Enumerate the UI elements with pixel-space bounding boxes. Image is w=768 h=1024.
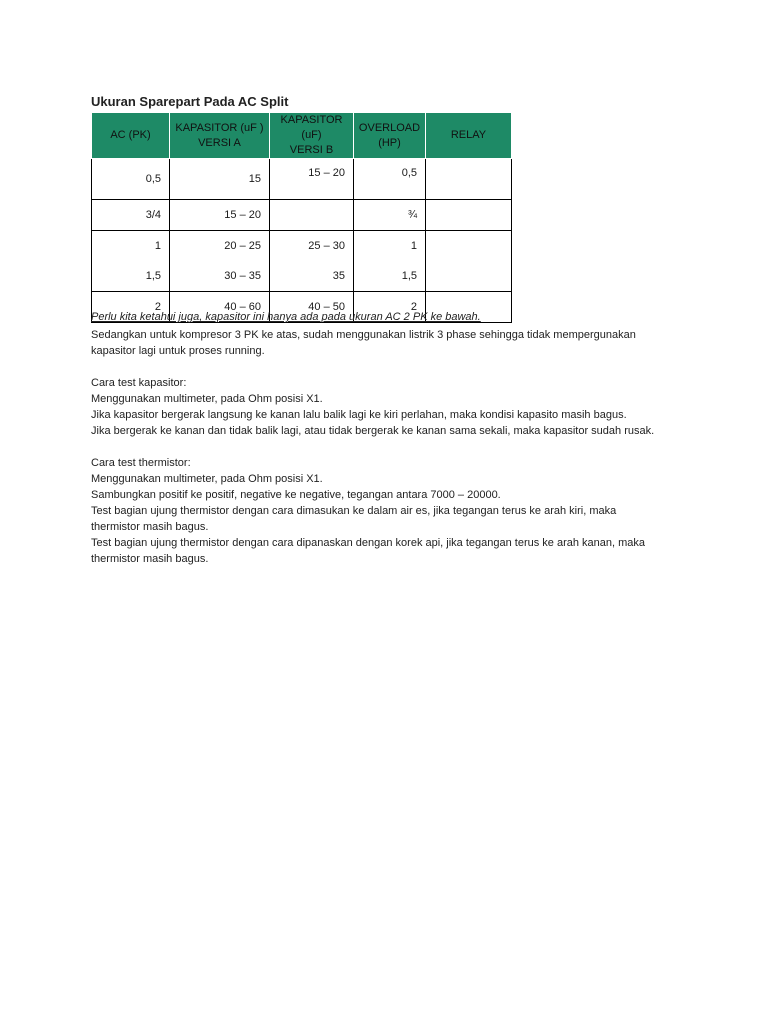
paragraph-line: thermistor masih bagus. bbox=[91, 553, 209, 565]
cell-overload: 0,5 bbox=[354, 159, 426, 200]
table-header-row bbox=[92, 113, 512, 159]
cell-ac-pk: 2 bbox=[92, 292, 170, 323]
header-kapasitor-versi-b: KAPASITOR (uF) VERSI B bbox=[270, 113, 354, 159]
body-text bbox=[91, 327, 691, 567]
paragraph-line: Sambungkan positif ke positif, negative ke negative, tegangan antara 7000 – 20000. bbox=[91, 489, 501, 501]
table-row bbox=[92, 159, 512, 200]
cell-ac-pk: 1,5 bbox=[92, 261, 170, 292]
section-title-capacitor-test: Cara test kapasitor: bbox=[91, 377, 187, 389]
cell-overload: 1 bbox=[354, 231, 426, 262]
cell-kapasitor-a: 15 – 20 bbox=[170, 200, 270, 231]
cell-kapasitor-a: 20 – 25 bbox=[170, 231, 270, 262]
cell-kapasitor-b: 35 bbox=[270, 261, 354, 292]
capacitor-note: Perlu kita ketahui juga, kapasitor ini hanya ada pada ukuran AC 2 PK ke bawah. bbox=[91, 311, 481, 323]
cell-ac-pk: 0,5 bbox=[92, 159, 170, 200]
cell-relay bbox=[426, 159, 512, 200]
cell-relay bbox=[426, 200, 512, 231]
cell-relay bbox=[426, 261, 512, 292]
paragraph-line: thermistor masih bagus. bbox=[91, 521, 209, 533]
document-title: Ukuran Sparepart Pada AC Split bbox=[91, 94, 289, 109]
cell-kapasitor-b: 40 – 50 bbox=[270, 292, 354, 323]
cell-overload: 1,5 bbox=[354, 261, 426, 292]
cell-ac-pk: 3/4 bbox=[92, 200, 170, 231]
paragraph-line: Sedangkan untuk kompresor 3 PK ke atas, sudah menggunakan listrik 3 phase sehingga tidak mempergunakan bbox=[91, 329, 636, 341]
sparepart-table bbox=[91, 112, 512, 323]
table-row bbox=[92, 261, 512, 292]
paragraph-line: kapasitor lagi untuk proses running. bbox=[91, 345, 265, 357]
paragraph-line: Menggunakan multimeter, pada Ohm posisi X1. bbox=[91, 473, 323, 485]
cell-kapasitor-a: 40 – 60 bbox=[170, 292, 270, 323]
cell-overload: 2 bbox=[354, 292, 426, 323]
cell-kapasitor-a: 30 – 35 bbox=[170, 261, 270, 292]
cell-overload: ¾ bbox=[354, 200, 426, 231]
cell-kapasitor-b: 25 – 30 bbox=[270, 231, 354, 262]
paragraph-line: Test bagian ujung thermistor dengan cara dipanaskan dengan korek api, jika tegangan terus ke arah kanan, maka bbox=[91, 537, 646, 549]
header-ac-pk: AC (PK) bbox=[92, 113, 170, 159]
cell-kapasitor-a: 15 bbox=[170, 159, 270, 200]
header-kapasitor-versi-a: KAPASITOR (uF ) VERSI A bbox=[170, 113, 270, 159]
header-overload: OVERLOAD (HP) bbox=[354, 113, 426, 159]
paragraph-line: Test bagian ujung thermistor dengan cara dimasukan ke dalam air es, jika tegangan terus ke arah kiri, maka bbox=[91, 505, 617, 517]
cell-kapasitor-b: 15 – 20 bbox=[270, 159, 354, 200]
paragraph-line: Jika kapasitor bergerak langsung ke kanan lalu balik lagi ke kiri perlahan, maka kondisi kapasito masih bagus. bbox=[91, 409, 627, 421]
section-title-thermistor-test: Cara test thermistor: bbox=[91, 457, 191, 469]
table-row bbox=[92, 231, 512, 262]
cell-kapasitor-b bbox=[270, 200, 354, 231]
paragraph-line: Jika bergerak ke kanan dan tidak balik lagi, atau tidak bergerak ke kanan sama sekali, maka kapasitor sudah rusak. bbox=[91, 425, 655, 437]
paragraph-line: Menggunakan multimeter, pada Ohm posisi X1. bbox=[91, 393, 323, 405]
header-relay: RELAY bbox=[426, 113, 512, 159]
table-row bbox=[92, 200, 512, 231]
cell-relay bbox=[426, 231, 512, 262]
cell-ac-pk: 1 bbox=[92, 231, 170, 262]
